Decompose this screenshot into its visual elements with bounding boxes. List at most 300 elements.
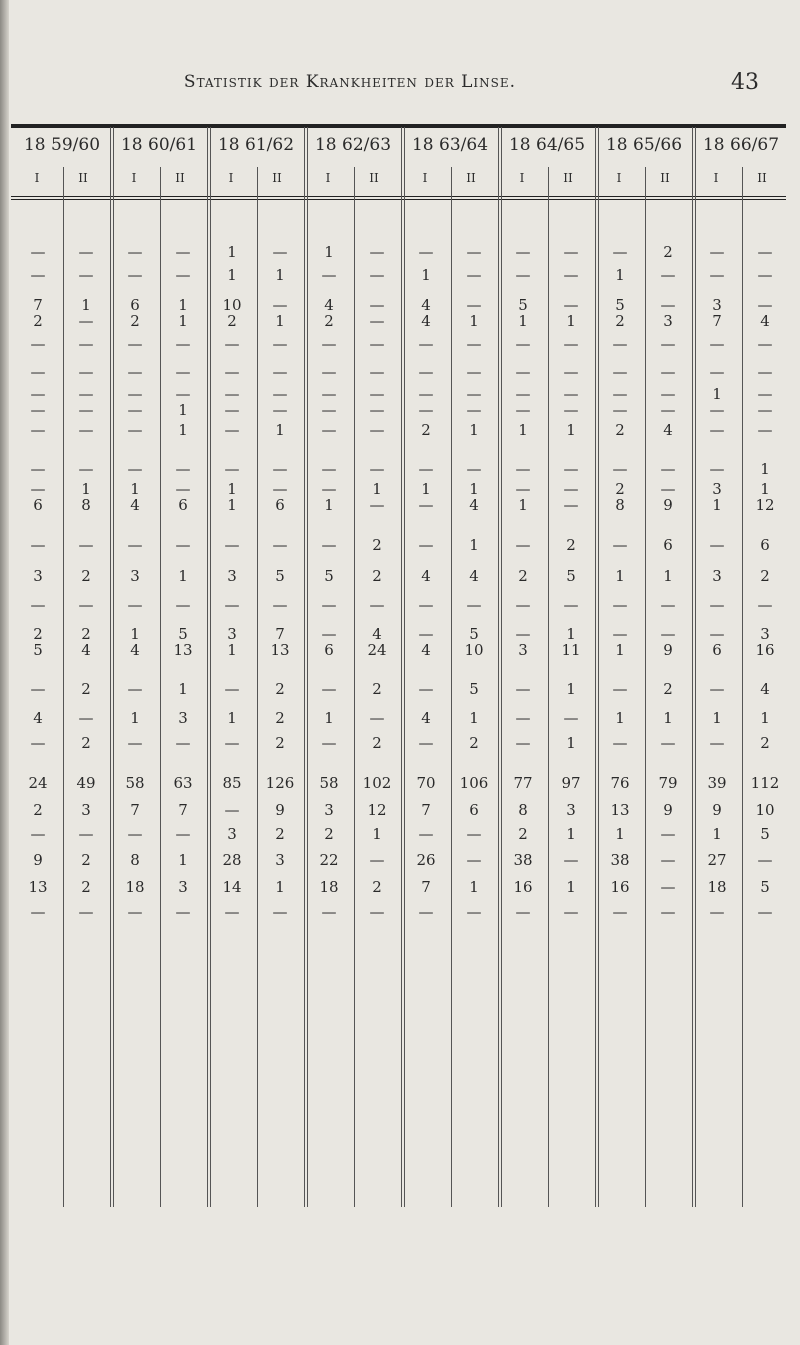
table-cell: — [757,266,773,284]
table-cell: 2 [372,680,382,698]
table-cell: — [224,460,240,478]
table-cell: — [757,421,773,439]
table-cell: — [709,680,725,698]
table-cell: — [224,596,240,614]
group-divider [501,127,502,1207]
table-cell: — [224,385,240,403]
table-cell: 4 [130,641,140,659]
table-cell: 3 [227,567,237,585]
table-cell: — [418,903,434,921]
table-cell: — [224,536,240,554]
table-cell: 3 [33,567,43,585]
table-row [11,800,786,820]
table-cell: 38 [610,851,630,869]
table-cell: 106 [459,774,489,792]
table-cell: 4 [469,567,479,585]
table-cell: 2 [372,567,382,585]
subcolumn-header: I [422,171,428,185]
table-cell: 2 [33,625,43,643]
table-cell: 2 [275,734,285,752]
table-cell: 2 [33,801,43,819]
year-header: 18 63/64 [411,135,489,155]
table-cell: — [515,734,531,752]
table-cell: 1 [712,496,722,514]
table-cell: 4 [663,421,673,439]
table-cell: — [30,680,46,698]
table-cell: 1 [663,567,673,585]
table-cell: — [418,825,434,843]
table-row [11,824,786,844]
table-cell: 5 [33,641,43,659]
table-cell: — [612,401,628,419]
table-cell: — [369,363,385,381]
table-cell: 2 [372,878,382,896]
table-cell: — [515,903,531,921]
table-cell: — [563,596,579,614]
subcolumn-header: II [272,171,282,185]
table-cell: 1 [712,709,722,727]
table-cell: 4 [421,709,431,727]
table-cell: 8 [615,496,625,514]
table-cell: 1 [760,460,770,478]
table-cell: — [466,266,482,284]
table-cell: 6 [178,496,188,514]
table-cell: 1 [324,243,334,261]
table-cell: — [78,460,94,478]
table-cell: 16 [755,641,775,659]
table-cell: 1 [178,567,188,585]
table-cell: 2 [615,480,625,498]
table-cell: 24 [367,641,387,659]
table-cell: — [175,536,191,554]
table-cell: 11 [561,641,581,659]
table-cell: 1 [615,567,625,585]
table-cell: 3 [712,567,722,585]
group-divider [692,127,693,1207]
table-cell: — [612,734,628,752]
table-cell: — [563,903,579,921]
table-cell: — [563,480,579,498]
table-cell: 10 [755,801,775,819]
table-cell: 1 [324,496,334,514]
table-cell: — [224,363,240,381]
table-cell: — [709,401,725,419]
table-cell: 4 [421,296,431,314]
table-cell: — [418,460,434,478]
table-cell: 1 [469,536,479,554]
table-cell: 1 [130,480,140,498]
table-row [11,311,786,331]
table-cell: 1 [760,480,770,498]
table-cell: 4 [81,641,91,659]
table-cell: — [563,363,579,381]
table-cell: 1 [275,421,285,439]
table-row [11,242,786,262]
table-cell: — [709,734,725,752]
table-cell: — [30,385,46,403]
table-cell: 2 [130,312,140,330]
table-cell: — [78,312,94,330]
table-cell: — [321,536,337,554]
table-cell: 6 [130,296,140,314]
table-cell: — [709,335,725,353]
table-cell: — [78,266,94,284]
group-divider [695,127,696,1207]
table-cell: 1 [518,312,528,330]
year-header: 18 65/66 [605,135,683,155]
table-cell: 126 [265,774,295,792]
group-divider [595,127,596,1207]
table-cell: 4 [760,312,770,330]
table-cell: — [78,363,94,381]
table-cell: — [369,243,385,261]
table-cell: 2 [663,243,673,261]
table-cell: — [321,266,337,284]
year-header: 18 61/62 [217,135,295,155]
table-row [11,877,786,897]
table-cell: 2 [760,734,770,752]
table-cell: 1 [566,734,576,752]
table-cell: 1 [227,641,237,659]
table-cell: — [418,363,434,381]
table-cell: — [757,363,773,381]
table-cell: 63 [173,774,193,792]
subcolumn-header: I [34,171,40,185]
table-cell: 1 [178,851,188,869]
table-cell: 5 [178,625,188,643]
table-cell: — [563,709,579,727]
table-cell: 3 [760,625,770,643]
table-cell: — [321,480,337,498]
table-cell: — [612,243,628,261]
table-cell: 22 [319,851,339,869]
table-cell: — [369,312,385,330]
table-cell: — [30,335,46,353]
table-cell: 1 [712,825,722,843]
table-cell: — [660,335,676,353]
table-cell: — [515,401,531,419]
table-cell: 9 [663,496,673,514]
table-cell: 8 [518,801,528,819]
table-cell: 8 [81,496,91,514]
table-cell: — [660,401,676,419]
table-cell: — [224,421,240,439]
table-cell: 13 [270,641,290,659]
table-cell: 4 [421,312,431,330]
table-cell: — [272,460,288,478]
table-cell: 1 [566,825,576,843]
table-cell: 7 [712,312,722,330]
table-cell: — [369,266,385,284]
table-cell: — [418,496,434,514]
year-header: 18 66/67 [702,135,780,155]
table-cell: — [224,401,240,419]
table-cell: 3 [324,801,334,819]
group-divider [598,127,599,1207]
table-cell: — [660,878,676,896]
table-row [11,733,786,753]
table-cell: 6 [275,496,285,514]
table-cell: — [757,296,773,314]
table-cell: — [466,851,482,869]
table-cell: — [78,385,94,403]
subcolumn-header: I [616,171,622,185]
table-cell: 5 [324,567,334,585]
table-cell: 3 [663,312,673,330]
header-rule-2 [11,199,786,200]
table-cell: 18 [125,878,145,896]
table-row [11,679,786,699]
table-row [11,495,786,515]
table-cell: — [30,903,46,921]
table-cell: — [757,401,773,419]
table-cell: 1 [421,480,431,498]
table-cell: — [466,825,482,843]
table-cell: — [563,401,579,419]
subcolumn-header: II [175,171,185,185]
table-row [11,265,786,285]
table-cell: 2 [615,421,625,439]
table-cell: — [175,460,191,478]
table-cell: — [369,401,385,419]
table-cell: 1 [469,480,479,498]
table-cell: 1 [518,421,528,439]
table-cell: 9 [663,801,673,819]
table-cell: 1 [178,421,188,439]
table-cell: 5 [275,567,285,585]
table-cell: 76 [610,774,630,792]
table-cell: 2 [566,536,576,554]
table-cell: 5 [760,878,770,896]
table-cell: 4 [324,296,334,314]
subcolumn-header: I [519,171,525,185]
table-cell: 4 [130,496,140,514]
table-cell: 7 [130,801,140,819]
table-cell: 12 [367,801,387,819]
table-cell: 1 [566,312,576,330]
table-cell: 13 [610,801,630,819]
table-row [11,640,786,660]
table-cell: 58 [125,774,145,792]
table-cell: 5 [615,296,625,314]
table-cell: — [709,243,725,261]
table-cell: — [466,385,482,403]
table-cell: — [612,625,628,643]
table-cell: — [418,385,434,403]
table-cell: — [369,385,385,403]
year-header: 18 62/63 [314,135,392,155]
table-cell: 5 [566,567,576,585]
table-cell: — [127,680,143,698]
table-cell: — [321,363,337,381]
table-cell: 3 [712,480,722,498]
table-cell: 1 [615,825,625,843]
table-cell: 3 [227,825,237,843]
table-cell: 2 [81,680,91,698]
table-cell: — [466,460,482,478]
table-cell: 12 [755,496,775,514]
table-cell: 4 [760,680,770,698]
table-cell: 3 [518,641,528,659]
group-divider [404,127,405,1207]
subcolumn-header: II [78,171,88,185]
table-cell: — [272,480,288,498]
table-cell: — [515,536,531,554]
table-cell: 2 [33,312,43,330]
table-cell: 2 [81,878,91,896]
table-cell: 10 [222,296,242,314]
subcolumn-header: I [713,171,719,185]
table-cell: 1 [275,878,285,896]
table-row [11,902,786,922]
table-cell: — [78,825,94,843]
table-cell: 28 [222,851,242,869]
table-cell: — [127,363,143,381]
table-cell: 39 [707,774,727,792]
table-cell: — [321,903,337,921]
table-cell: 6 [33,496,43,514]
table-cell: — [515,680,531,698]
table-cell: 2 [760,567,770,585]
table-cell: 18 [707,878,727,896]
table-cell: — [127,596,143,614]
table-cell: 7 [421,878,431,896]
table-cell: — [30,596,46,614]
subcolumn-header: I [228,171,234,185]
table-cell: 9 [712,801,722,819]
table-cell: 7 [178,801,188,819]
table-cell: 7 [33,296,43,314]
group-divider [498,127,499,1207]
table-cell: — [272,243,288,261]
table-cell: 1 [469,878,479,896]
table-cell: — [78,335,94,353]
table-cell: — [321,734,337,752]
table-row [11,362,786,382]
table-cell: 102 [362,774,392,792]
table-cell: 2 [324,825,334,843]
table-cell: — [418,734,434,752]
table-cell: — [515,385,531,403]
table-cell: — [660,825,676,843]
table-cell: — [515,266,531,284]
table-cell: 58 [319,774,339,792]
table-cell: 1 [518,496,528,514]
table-cell: — [127,266,143,284]
table-row [11,400,786,420]
table-cell: 10 [464,641,484,659]
table-cell: 2 [81,734,91,752]
table-cell: 112 [750,774,780,792]
table-cell: 2 [663,680,673,698]
table-cell: — [757,851,773,869]
subcolumn-header: II [660,171,670,185]
table-cell: 8 [130,851,140,869]
table-cell: — [515,625,531,643]
table-cell: — [369,421,385,439]
table-cell: — [369,903,385,921]
table-cell: — [369,851,385,869]
table-cell: 2 [275,680,285,698]
table-cell: — [612,903,628,921]
table-row [11,566,786,586]
table-cell: 2 [469,734,479,752]
table-cell: 5 [760,825,770,843]
table-cell: — [272,296,288,314]
table-cell: 2 [372,734,382,752]
table-cell: — [418,335,434,353]
table-cell: — [78,421,94,439]
table-row [11,535,786,555]
table-cell: 3 [566,801,576,819]
table-cell: — [660,625,676,643]
table-cell: 9 [33,851,43,869]
table-cell: — [660,734,676,752]
table-cell: 1 [566,625,576,643]
table-cell: — [418,401,434,419]
table-cell: 1 [81,480,91,498]
table-cell: — [660,460,676,478]
table-cell: — [709,536,725,554]
table-cell: 1 [566,680,576,698]
table-cell: — [709,625,725,643]
table-cell: — [369,596,385,614]
year-header: 18 59/60 [23,135,101,155]
table-cell: 13 [173,641,193,659]
table-cell: 2 [324,312,334,330]
table-cell: — [30,825,46,843]
subcolumn-header: II [563,171,573,185]
table-cell: — [660,266,676,284]
table-cell: — [321,385,337,403]
table-cell: 1 [615,641,625,659]
table-cell: 85 [222,774,242,792]
table-cell: — [78,903,94,921]
table-cell: — [709,363,725,381]
table-cell: — [321,421,337,439]
table-cell: 2 [518,825,528,843]
table-cell: — [660,596,676,614]
table-row [11,459,786,479]
table-cell: — [78,243,94,261]
table-cell: — [369,460,385,478]
table-cell: 1 [760,709,770,727]
table-cell: — [272,385,288,403]
table-cell: 1 [178,312,188,330]
table-cell: — [224,335,240,353]
table-cell: 14 [222,878,242,896]
table-cell: 1 [227,709,237,727]
table-cell: 9 [275,801,285,819]
table-cell: 1 [227,243,237,261]
table-cell: — [563,335,579,353]
year-header: 18 64/65 [508,135,586,155]
table-cell: — [175,596,191,614]
table-cell: 1 [130,625,140,643]
table-cell: 1 [712,385,722,403]
table-cell: — [563,496,579,514]
table-cell: — [272,903,288,921]
table-cell: — [466,903,482,921]
table-cell: 3 [178,709,188,727]
group-divider [307,127,308,1207]
table-cell: — [709,596,725,614]
table-cell: 1 [130,709,140,727]
table-cell: — [321,335,337,353]
table-cell: — [709,460,725,478]
table-cell: — [466,401,482,419]
table-cell: — [612,460,628,478]
